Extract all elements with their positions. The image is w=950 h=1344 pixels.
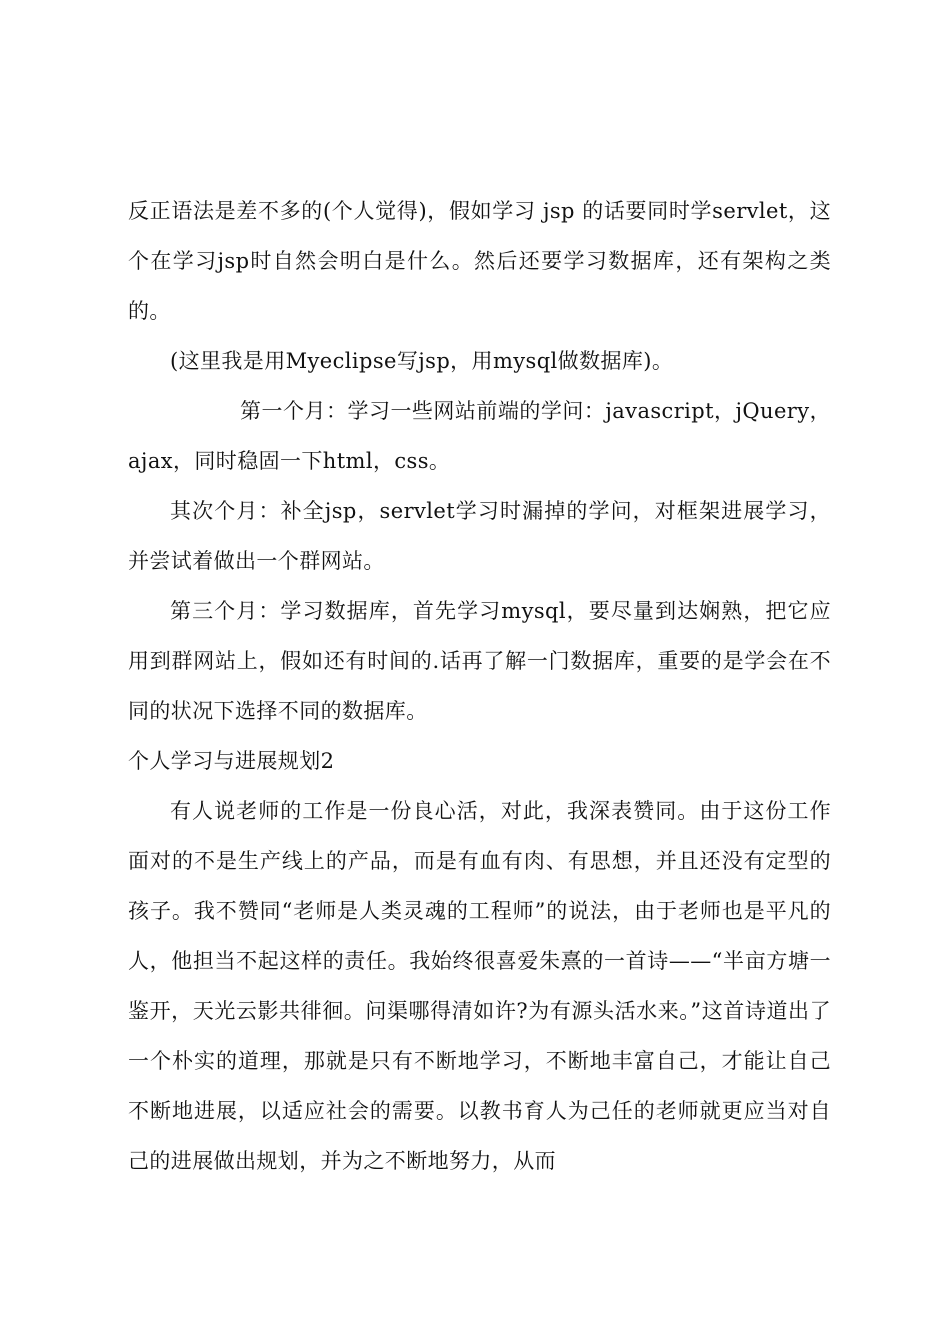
paragraph-tools: (这里我是用Myeclipse写jsp，用mysql做数据库)。 [170,349,674,373]
document-page [128,186,831,1186]
paragraph-month-three: 第三个月：学习数据库，首先学习mysql，要尽量到达娴熟，把它应用到群网站上，假如还有时间的.话再了解一门数据库，重要的是学会在不同的状况下选择不同的数据库。 [128,599,831,723]
section-heading: 个人学习与进展规划2 [128,749,335,773]
paragraph-month-one: 第一个月：学习一些网站前端的学问：javascript，jQuery，ajax，同时稳固一下html，css。 [128,399,831,473]
paragraph-syntax: 反正语法是差不多的(个人觉得)，假如学习 jsp 的话要同时学servlet，这个在学习jsp时自然会明白是什么。然后还要学习数据库，还有架构之类的。 [128,199,831,323]
paragraph-month-two: 其次个月：补全jsp，servlet学习时漏掉的学问，对框架进展学习，并尝试着做出一个群网站。 [128,499,831,573]
paragraph-teacher: 有人说老师的工作是一份良心活，对此，我深表赞同。由于这份工作面对的不是生产线上的产品，而是有血有肉、有思想，并且还没有定型的孩子。我不赞同“老师是人类灵魂的工程师”的说法，由于老师也是平凡的人，他担当不起这样的责任。我始终很喜爱朱熹的一首诗——“半亩方塘一鉴开，天光云影共徘徊。问渠哪得清如许?为有源头活水来。”这首诗道出了一个朴实的道理，那就是只有不断地学习，不断地丰富自己，才能让自己不断地进展，以适应社会的需要。以教书育人为己任的老师就更应当对自己的进展做出规划，并为之不断地努力，从而 [128,799,831,1173]
